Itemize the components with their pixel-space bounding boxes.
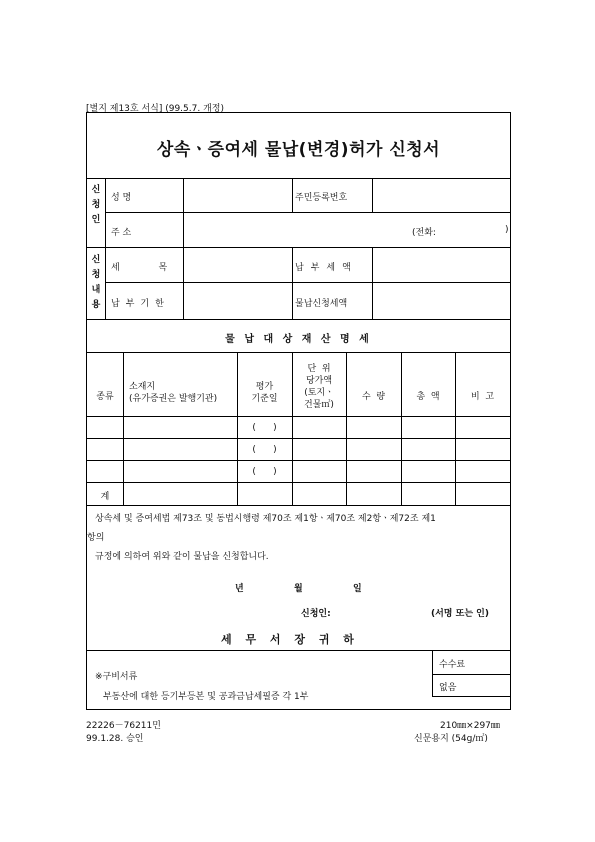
divider xyxy=(292,247,293,319)
divider xyxy=(87,416,510,417)
divider xyxy=(105,212,510,213)
col-header-quantity: 수 량 xyxy=(361,392,386,402)
date-month: 월 xyxy=(294,584,303,594)
documents-item: 부동산에 대한 등기부등본 및 공과금납세필증 각 1부 xyxy=(103,692,309,702)
phone-label: (전화: xyxy=(412,228,436,238)
basis-date-cell: ( ) xyxy=(252,467,277,477)
name-label-text: 성 명 xyxy=(111,193,132,203)
total-row-label: 계 xyxy=(100,492,110,502)
name-label xyxy=(111,190,177,203)
divider xyxy=(87,438,510,439)
paper-size: 210㎜×297㎜ xyxy=(440,721,500,731)
application-form xyxy=(86,112,511,710)
divider xyxy=(432,696,510,697)
address-label-text: 주 소 xyxy=(111,228,132,238)
paper-type: 신문용지 (54g/㎡) xyxy=(414,734,488,744)
applicant-sign-label: 신청인: xyxy=(301,609,331,619)
date-day: 일 xyxy=(353,584,362,594)
statement-line-1: 상속세 및 증여세법 제73조 및 동법시행령 제70조 제1항ㆍ제70조 제2항ㆍ제72조 제1 xyxy=(95,514,436,524)
col-header-type: 종류 xyxy=(96,392,114,402)
form-code: 22226－76211민 xyxy=(86,721,161,731)
divider xyxy=(87,352,510,353)
divider xyxy=(292,178,293,212)
section-title: 물 납 대 상 재 산 명 세 xyxy=(225,334,372,345)
divider xyxy=(87,319,510,320)
fee-value: 없음 xyxy=(439,683,457,693)
col-header-location: 소재지 (유가증권은 발행기관) xyxy=(129,382,218,404)
statement-line-3: 규정에 의하여 위와 같이 물납을 신청합니다. xyxy=(95,552,269,562)
recipient: 세 무 서 장 귀 하 xyxy=(221,633,359,646)
divider xyxy=(346,352,347,505)
resident-id-label: 주민등록번호 xyxy=(295,193,348,203)
tax-item-label: 세 목 xyxy=(111,263,186,273)
documents-heading: ※구비서류 xyxy=(95,672,138,682)
divider xyxy=(87,482,510,483)
basis-date-cell: ( ) xyxy=(252,423,277,433)
divider xyxy=(401,352,402,505)
col-header-total: 총 액 xyxy=(416,392,440,402)
basis-date-cell: ( ) xyxy=(252,445,277,455)
applicant-group-text: 신청인 xyxy=(91,185,101,225)
sign-note: (서명 또는 인) xyxy=(431,609,489,619)
divider xyxy=(87,460,510,461)
form-reference: [별지 제13호 서식] (99.5.7. 개정) xyxy=(86,104,224,114)
inkind-amount-label: 물납신청세액 xyxy=(295,299,348,309)
divider xyxy=(123,352,124,505)
divider xyxy=(87,505,510,506)
divider xyxy=(432,650,433,696)
statement-line-2: 항의 xyxy=(87,533,105,543)
date-year: 년 xyxy=(235,584,244,594)
col-header-remarks: 비 고 xyxy=(470,392,495,402)
approval-date: 99.1.28. 승인 xyxy=(86,734,144,744)
address-label xyxy=(111,225,177,238)
divider xyxy=(105,178,106,319)
divider xyxy=(372,247,373,319)
col-header-basis: 평가 기준일 xyxy=(251,382,278,404)
page-title: 상속ㆍ증여세 물납(변경)허가 신청서 xyxy=(156,140,441,160)
applicant-group-label xyxy=(89,183,103,228)
divider xyxy=(105,282,510,283)
col-header-unit-price: 단 위 당가액 (토지ㆍ 건물㎡) xyxy=(304,364,334,410)
divider xyxy=(87,178,510,179)
divider xyxy=(183,178,184,319)
phone-close: ) xyxy=(505,225,509,235)
divider xyxy=(455,352,456,505)
fee-label: 수수료 xyxy=(439,660,466,670)
divider xyxy=(87,650,510,651)
request-group-text: 신청내용 xyxy=(91,255,101,310)
divider xyxy=(432,674,510,675)
divider xyxy=(87,247,510,248)
due-date-label: 납부기한 xyxy=(111,299,170,309)
divider xyxy=(372,178,373,212)
request-group-label xyxy=(89,253,103,313)
tax-amount-label: 납부세액 xyxy=(295,263,358,273)
